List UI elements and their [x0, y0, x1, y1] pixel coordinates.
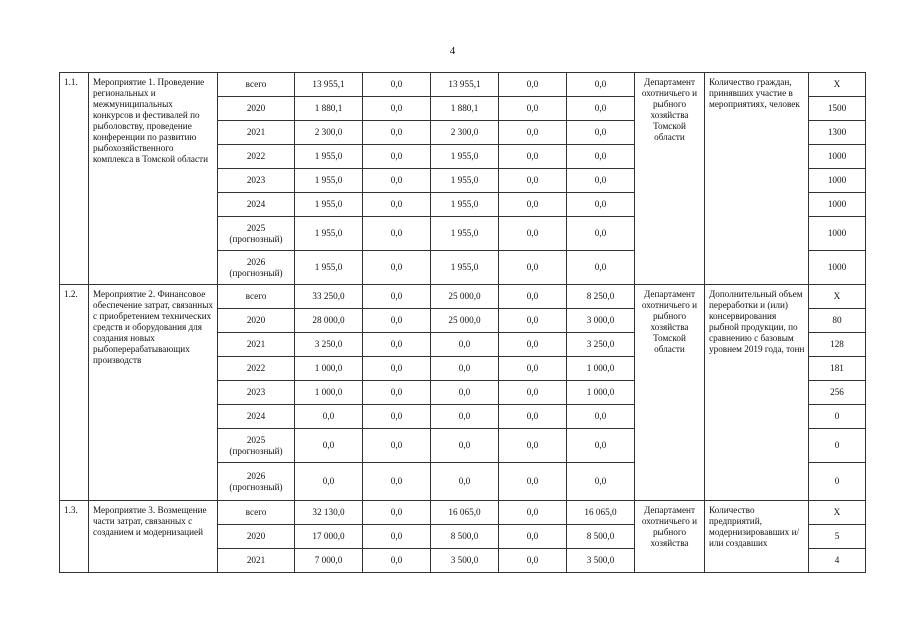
- indicator-value-cell: 256: [809, 381, 866, 405]
- responsible-department: Департамент охотничьего и рыбного хозяйства Томской области: [635, 285, 705, 501]
- funding-v5-cell: 0,0: [567, 97, 635, 121]
- funding-v4-cell: 0,0: [499, 381, 567, 405]
- funding-v1-cell: 33 250,0: [295, 285, 363, 309]
- funding-v2-cell: 0,0: [363, 73, 431, 97]
- funding-v4-cell: 0,0: [499, 333, 567, 357]
- funding-v5-cell: 0,0: [567, 145, 635, 169]
- period-cell: [218, 193, 295, 217]
- indicator-value-cell: 181: [809, 357, 866, 381]
- funding-v3-cell: 0,0: [431, 357, 499, 381]
- funding-v2-cell: 0,0: [363, 193, 431, 217]
- funding-v1-cell: 3 250,0: [295, 333, 363, 357]
- funding-v3-cell: 0,0: [431, 405, 499, 429]
- funding-v1-cell: 0,0: [295, 429, 363, 463]
- event-number: 1.1.: [60, 73, 89, 285]
- period-label: 2020: [246, 531, 266, 541]
- funding-v5-cell: 0,0: [567, 169, 635, 193]
- funding-v5-cell: 16 065,0: [567, 501, 635, 525]
- funding-v4-cell: 0,0: [499, 193, 567, 217]
- funding-v4-cell: 0,0: [499, 405, 567, 429]
- period-label: 2022: [246, 363, 266, 373]
- indicator-value-cell: 1000: [809, 251, 866, 285]
- funding-v3-cell: 1 955,0: [431, 217, 499, 251]
- indicator-value-cell: 5: [809, 525, 866, 549]
- funding-v5-cell: 0,0: [567, 405, 635, 429]
- indicator-name: Дополнительный объем переработки и (или) консервирования рыбной продукции, по сравнению с базовым уровнем 2019 года, тонн: [705, 285, 809, 501]
- funding-v3-cell: 8 500,0: [431, 525, 499, 549]
- period-note: (прогнозный): [229, 267, 283, 278]
- funding-v1-cell: 1 880,1: [295, 97, 363, 121]
- period-note: (прогнозный): [229, 233, 283, 244]
- funding-v3-cell: 1 955,0: [431, 169, 499, 193]
- funding-v5-cell: 0,0: [567, 429, 635, 463]
- event-name: Мероприятие 2. Финансовое обеспечение затрат, связанных с приобретением технических средств и оборудования для создания новых рыбоперерабатывающих производств: [89, 285, 218, 501]
- funding-v2-cell: 0,0: [363, 405, 431, 429]
- funding-v5-cell: 1 000,0: [567, 357, 635, 381]
- funding-v1-cell: 1 955,0: [295, 193, 363, 217]
- indicator-value-cell: X: [809, 73, 866, 97]
- indicator-value-cell: 80: [809, 309, 866, 333]
- indicator-name: Количество предприятий, модернизировавших и/или создавших: [705, 501, 809, 573]
- indicator-name: Количество граждан, принявших участие в мероприятиях, человек: [705, 73, 809, 285]
- period-note: (прогнозный): [229, 445, 283, 456]
- funding-v3-cell: 3 500,0: [431, 549, 499, 573]
- period-cell: [218, 309, 295, 333]
- funding-v5-cell: 0,0: [567, 193, 635, 217]
- funding-v4-cell: 0,0: [499, 549, 567, 573]
- funding-v4-cell: 0,0: [499, 285, 567, 309]
- period-label: 2023: [246, 387, 266, 397]
- indicator-value-cell: 1300: [809, 121, 866, 145]
- funding-v2-cell: 0,0: [363, 463, 431, 501]
- period-label: 2021: [246, 555, 266, 565]
- period-label: всего: [245, 79, 267, 89]
- period-cell: [218, 463, 295, 501]
- indicator-value-cell: 1000: [809, 193, 866, 217]
- funding-v3-cell: 25 000,0: [431, 309, 499, 333]
- funding-v2-cell: 0,0: [363, 217, 431, 251]
- period-cell: [218, 217, 295, 251]
- period-cell: [218, 357, 295, 381]
- event-number: 1.3.: [60, 501, 89, 573]
- funding-v2-cell: 0,0: [363, 169, 431, 193]
- event-name: Мероприятие 3. Возмещение части затрат, связанных с созданием и модернизацией: [89, 501, 218, 573]
- funding-v2-cell: 0,0: [363, 429, 431, 463]
- funding-v3-cell: 0,0: [431, 429, 499, 463]
- funding-v4-cell: 0,0: [499, 121, 567, 145]
- period-label: 2025: [246, 434, 266, 445]
- funding-v3-cell: 2 300,0: [431, 121, 499, 145]
- indicator-value-cell: 0: [809, 463, 866, 501]
- funding-v5-cell: 1 000,0: [567, 381, 635, 405]
- period-cell: [218, 333, 295, 357]
- funding-v1-cell: 7 000,0: [295, 549, 363, 573]
- funding-v5-cell: 3 250,0: [567, 333, 635, 357]
- period-cell: [218, 73, 295, 97]
- funding-v4-cell: 0,0: [499, 525, 567, 549]
- funding-v4-cell: 0,0: [499, 429, 567, 463]
- funding-v2-cell: 0,0: [363, 357, 431, 381]
- funding-v5-cell: 0,0: [567, 217, 635, 251]
- funding-v5-cell: 3 000,0: [567, 309, 635, 333]
- funding-v4-cell: 0,0: [499, 357, 567, 381]
- funding-v5-cell: 8 250,0: [567, 285, 635, 309]
- funding-v1-cell: 0,0: [295, 405, 363, 429]
- funding-v3-cell: 16 065,0: [431, 501, 499, 525]
- funding-v4-cell: 0,0: [499, 463, 567, 501]
- program-table: [59, 72, 866, 573]
- indicator-value-cell: 1000: [809, 145, 866, 169]
- period-cell: [218, 121, 295, 145]
- funding-v4-cell: 0,0: [499, 145, 567, 169]
- funding-v1-cell: 1 955,0: [295, 217, 363, 251]
- indicator-value-cell: X: [809, 501, 866, 525]
- indicator-value-cell: 128: [809, 333, 866, 357]
- funding-v1-cell: 2 300,0: [295, 121, 363, 145]
- period-cell: [218, 381, 295, 405]
- funding-v5-cell: 0,0: [567, 73, 635, 97]
- funding-v5-cell: 0,0: [567, 463, 635, 501]
- funding-v4-cell: 0,0: [499, 73, 567, 97]
- indicator-value-cell: 1000: [809, 217, 866, 251]
- period-cell: [218, 405, 295, 429]
- funding-v2-cell: 0,0: [363, 525, 431, 549]
- funding-v2-cell: 0,0: [363, 333, 431, 357]
- funding-v4-cell: 0,0: [499, 309, 567, 333]
- funding-v3-cell: 1 880,1: [431, 97, 499, 121]
- period-cell: [218, 525, 295, 549]
- indicator-value-cell: 1500: [809, 97, 866, 121]
- period-cell: [218, 169, 295, 193]
- funding-v1-cell: 1 000,0: [295, 381, 363, 405]
- funding-v2-cell: 0,0: [363, 121, 431, 145]
- period-cell: [218, 549, 295, 573]
- indicator-value-cell: X: [809, 285, 866, 309]
- indicator-value-cell: 0: [809, 405, 866, 429]
- period-label: 2023: [246, 175, 266, 185]
- indicator-value-cell: 0: [809, 429, 866, 463]
- period-cell: [218, 285, 295, 309]
- event-name: Мероприятие 1. Проведение региональных и межмуниципальных конкурсов и фестивалей по рыболовству, проведение конференции по развитию рыбохозяйственного комплекса в Томской области: [89, 73, 218, 285]
- funding-v4-cell: 0,0: [499, 169, 567, 193]
- period-label: 2021: [246, 127, 266, 137]
- period-label: 2024: [246, 199, 266, 209]
- funding-v4-cell: 0,0: [499, 97, 567, 121]
- funding-v3-cell: 1 955,0: [431, 193, 499, 217]
- funding-v3-cell: 0,0: [431, 333, 499, 357]
- funding-v3-cell: 13 955,1: [431, 73, 499, 97]
- period-cell: [218, 429, 295, 463]
- page-number: 4: [449, 45, 456, 57]
- funding-v1-cell: 17 000,0: [295, 525, 363, 549]
- period-label: 2020: [246, 103, 266, 113]
- funding-v2-cell: 0,0: [363, 285, 431, 309]
- funding-v2-cell: 0,0: [363, 251, 431, 285]
- funding-v1-cell: 1 000,0: [295, 357, 363, 381]
- indicator-value-cell: 4: [809, 549, 866, 573]
- funding-v4-cell: 0,0: [499, 251, 567, 285]
- funding-v1-cell: 1 955,0: [295, 169, 363, 193]
- funding-v3-cell: 1 955,0: [431, 145, 499, 169]
- table-row: [60, 501, 866, 525]
- funding-v3-cell: 1 955,0: [431, 251, 499, 285]
- funding-v5-cell: 8 500,0: [567, 525, 635, 549]
- event-number: 1.2.: [60, 285, 89, 501]
- period-cell: [218, 97, 295, 121]
- responsible-department: Департамент охотничьего и рыбного хозяйства: [635, 501, 705, 573]
- responsible-department: Департамент охотничьего и рыбного хозяйства Томской области: [635, 73, 705, 285]
- indicator-value-cell: 1000: [809, 169, 866, 193]
- funding-v5-cell: 0,0: [567, 121, 635, 145]
- funding-v1-cell: 0,0: [295, 463, 363, 501]
- funding-v3-cell: 0,0: [431, 381, 499, 405]
- funding-v5-cell: 3 500,0: [567, 549, 635, 573]
- funding-v2-cell: 0,0: [363, 381, 431, 405]
- funding-v2-cell: 0,0: [363, 549, 431, 573]
- period-label: 2026: [246, 470, 266, 481]
- period-cell: [218, 501, 295, 525]
- funding-v2-cell: 0,0: [363, 309, 431, 333]
- funding-v1-cell: 32 130,0: [295, 501, 363, 525]
- period-cell: [218, 251, 295, 285]
- funding-v2-cell: 0,0: [363, 501, 431, 525]
- funding-v2-cell: 0,0: [363, 145, 431, 169]
- period-label: 2022: [246, 151, 266, 161]
- period-label: всего: [245, 507, 267, 517]
- funding-v5-cell: 0,0: [567, 251, 635, 285]
- table-row: [60, 73, 866, 97]
- period-note: (прогнозный): [229, 481, 283, 492]
- period-label: 2021: [246, 339, 266, 349]
- period-label: 2020: [246, 315, 266, 325]
- funding-v2-cell: 0,0: [363, 97, 431, 121]
- funding-v1-cell: 1 955,0: [295, 145, 363, 169]
- table-row: [60, 285, 866, 309]
- funding-v1-cell: 1 955,0: [295, 251, 363, 285]
- period-cell: [218, 145, 295, 169]
- funding-v3-cell: 0,0: [431, 463, 499, 501]
- funding-v4-cell: 0,0: [499, 217, 567, 251]
- period-label: 2025: [246, 222, 266, 233]
- funding-v4-cell: 0,0: [499, 501, 567, 525]
- funding-v3-cell: 25 000,0: [431, 285, 499, 309]
- period-label: 2024: [246, 411, 266, 421]
- funding-v1-cell: 13 955,1: [295, 73, 363, 97]
- period-label: всего: [245, 291, 267, 301]
- period-label: 2026: [246, 256, 266, 267]
- funding-v1-cell: 28 000,0: [295, 309, 363, 333]
